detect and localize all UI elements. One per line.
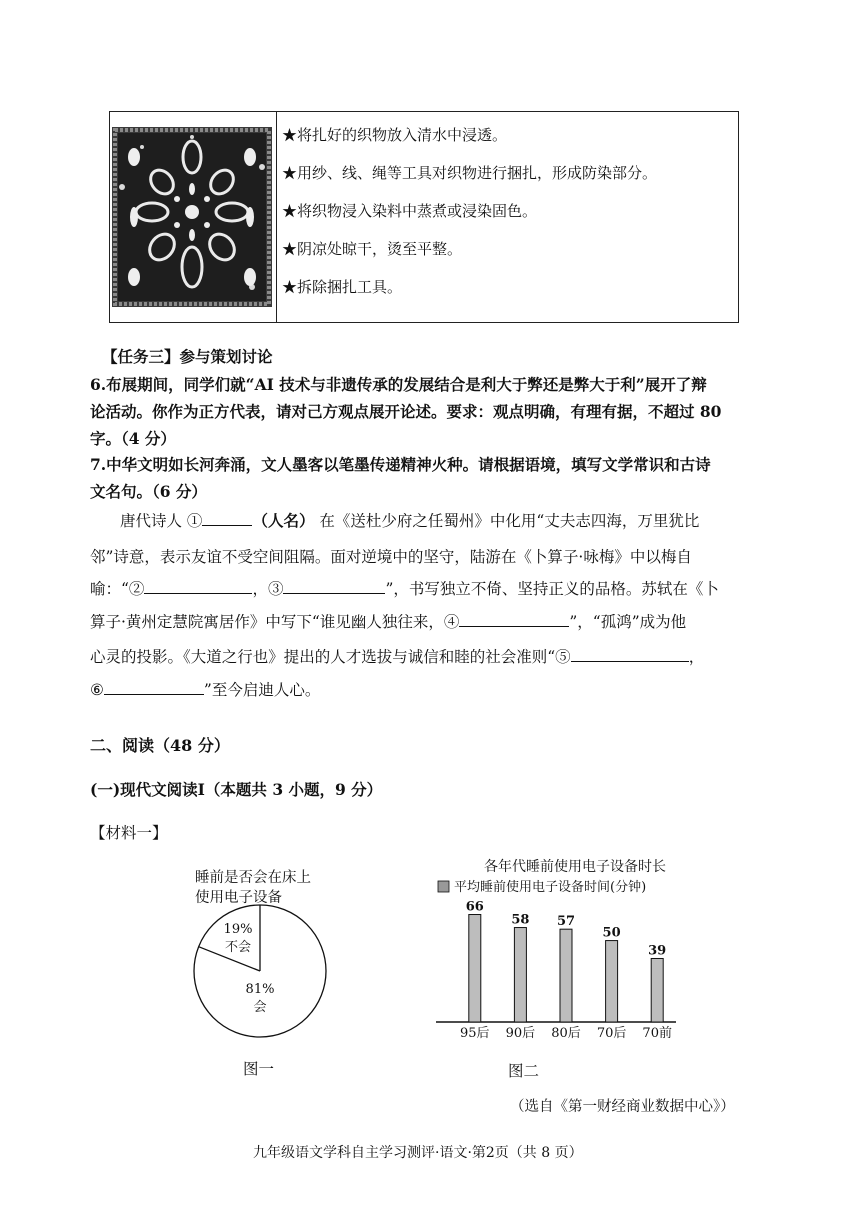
step-item: ★阴凉处晾干，烫至平整。	[282, 240, 463, 258]
figure2-caption: 图二	[508, 1062, 540, 1080]
answer-blank-1[interactable]	[202, 510, 252, 527]
pie-slice-label: 会	[253, 1000, 267, 1015]
answer-blank-6[interactable]	[104, 679, 204, 696]
fill-paragraph-line	[90, 577, 719, 599]
bar-value-label: 50	[602, 925, 621, 941]
fill-text: ”，书写独立不倚、坚持正义的品格。苏轼在《卜	[385, 580, 719, 598]
bar-value-label: 66	[465, 899, 484, 915]
fill-text: 唐代诗人 ①	[120, 512, 203, 530]
bar	[606, 941, 618, 1022]
q7-line: 文名句。（6 分）	[90, 482, 207, 501]
q6-line: 论活动。你作为正方代表，请对己方观点展开论述。要求：观点明确，有理有据，不超过 80	[90, 402, 722, 421]
fill-text: 算子·黄州定慧院寓居作》中写下“谁见幽人独往来，④	[90, 613, 460, 631]
fill-text: ”至今启迪人心。	[203, 681, 321, 699]
tie-dye-steps-table	[109, 111, 739, 323]
fill-paragraph-line	[90, 645, 704, 667]
q7-line: 7.中华文明如长河奔涌，文人墨客以笔墨传递精神火种。请根据语境，填写文学常识和古诗	[90, 455, 711, 474]
step-item: ★将扎好的织物放入清水中浸透。	[282, 126, 508, 144]
fill-text: ”，“孤鸿”成为他	[569, 613, 687, 631]
material-label: 【材料一】	[90, 824, 168, 842]
bar-chart	[430, 858, 720, 1043]
bar-value-label: 57	[556, 914, 576, 930]
x-tick-label: 80后	[551, 1026, 581, 1041]
fill-text: 在《送杜少府之任蜀州》中化用“丈夫志四海，万里犹比	[319, 512, 700, 530]
x-tick-label: 70后	[596, 1026, 627, 1041]
step-item: ★将织物浸入染料中蒸煮或浸染固色。	[282, 202, 538, 220]
fill-paragraph-line: 邻”诗意，表示友谊不受空间阻隔。面对逆境中的坚守，陆游在《卜算子·咏梅》中以梅自	[90, 548, 692, 566]
bar	[651, 958, 663, 1022]
fill-text: 心灵的投影。《大道之行也》提出的人才选拔与诚信和睦的社会准则“⑤	[90, 648, 571, 666]
fill-text: （人名）	[252, 511, 315, 530]
q6-line: 字。（4 分）	[90, 429, 176, 448]
section2-subtitle: (一)现代文阅读Ⅰ（本题共 3 小题，9 分）	[90, 780, 383, 799]
figure1-title-line: 使用电子设备	[195, 890, 282, 906]
fill-paragraph-line	[90, 678, 320, 700]
bar	[469, 915, 481, 1022]
fill-paragraph-line	[90, 610, 686, 632]
fill-paragraph-line	[120, 509, 699, 531]
x-tick-label: 90后	[505, 1026, 536, 1041]
step-item: ★拆除捆扎工具。	[282, 278, 403, 296]
task3-heading: 【任务三】参与策划讨论	[102, 347, 273, 366]
source-note: （选自《第一财经商业数据中心》）	[510, 1099, 735, 1115]
x-tick-label: 70前	[642, 1026, 672, 1041]
fill-text: 喻：“②	[90, 580, 145, 598]
tie-dye-fabric-image	[112, 127, 272, 307]
bar-value-label: 58	[511, 912, 530, 928]
fill-text: ，	[688, 648, 705, 666]
section2-title: 二、阅读（48 分）	[90, 736, 230, 755]
page-footer: 九年级语文学科自主学习测评·语文·第2页（共 8 页）	[253, 1145, 583, 1161]
fill-text: ⑥	[90, 681, 104, 699]
x-tick-label: 95后	[460, 1026, 490, 1041]
legend-label: 平均睡前使用电子设备时间(分钟)	[454, 880, 647, 895]
bar	[560, 929, 572, 1022]
fill-text: ，③	[252, 580, 284, 598]
figure1-title-line: 睡前是否会在床上	[195, 870, 311, 886]
pie-slice-label: 不会	[224, 940, 252, 955]
pie-value-label: 19%	[223, 922, 253, 937]
pie-value-label: 81%	[245, 982, 275, 997]
answer-blank-2[interactable]	[144, 578, 252, 595]
answer-blank-5[interactable]	[571, 646, 689, 663]
figure1-caption: 图一	[243, 1060, 275, 1078]
tie-dye-image-cell	[110, 112, 277, 322]
pie-chart	[180, 868, 340, 1038]
bar-value-label: 39	[648, 943, 667, 959]
answer-blank-4[interactable]	[459, 611, 569, 628]
answer-blank-3[interactable]	[283, 578, 385, 595]
legend-swatch	[438, 881, 449, 892]
bar-chart-title: 各年代睡前使用电子设备时长	[484, 859, 666, 875]
q6-line: 6.布展期间，同学们就“AI 技术与非遗传承的发展结合是利大于弊还是弊大于利”展开了辩	[90, 375, 707, 394]
bar	[514, 928, 526, 1022]
step-item: ★用纱、线、绳等工具对织物进行捆扎，形成防染部分。	[282, 164, 658, 182]
